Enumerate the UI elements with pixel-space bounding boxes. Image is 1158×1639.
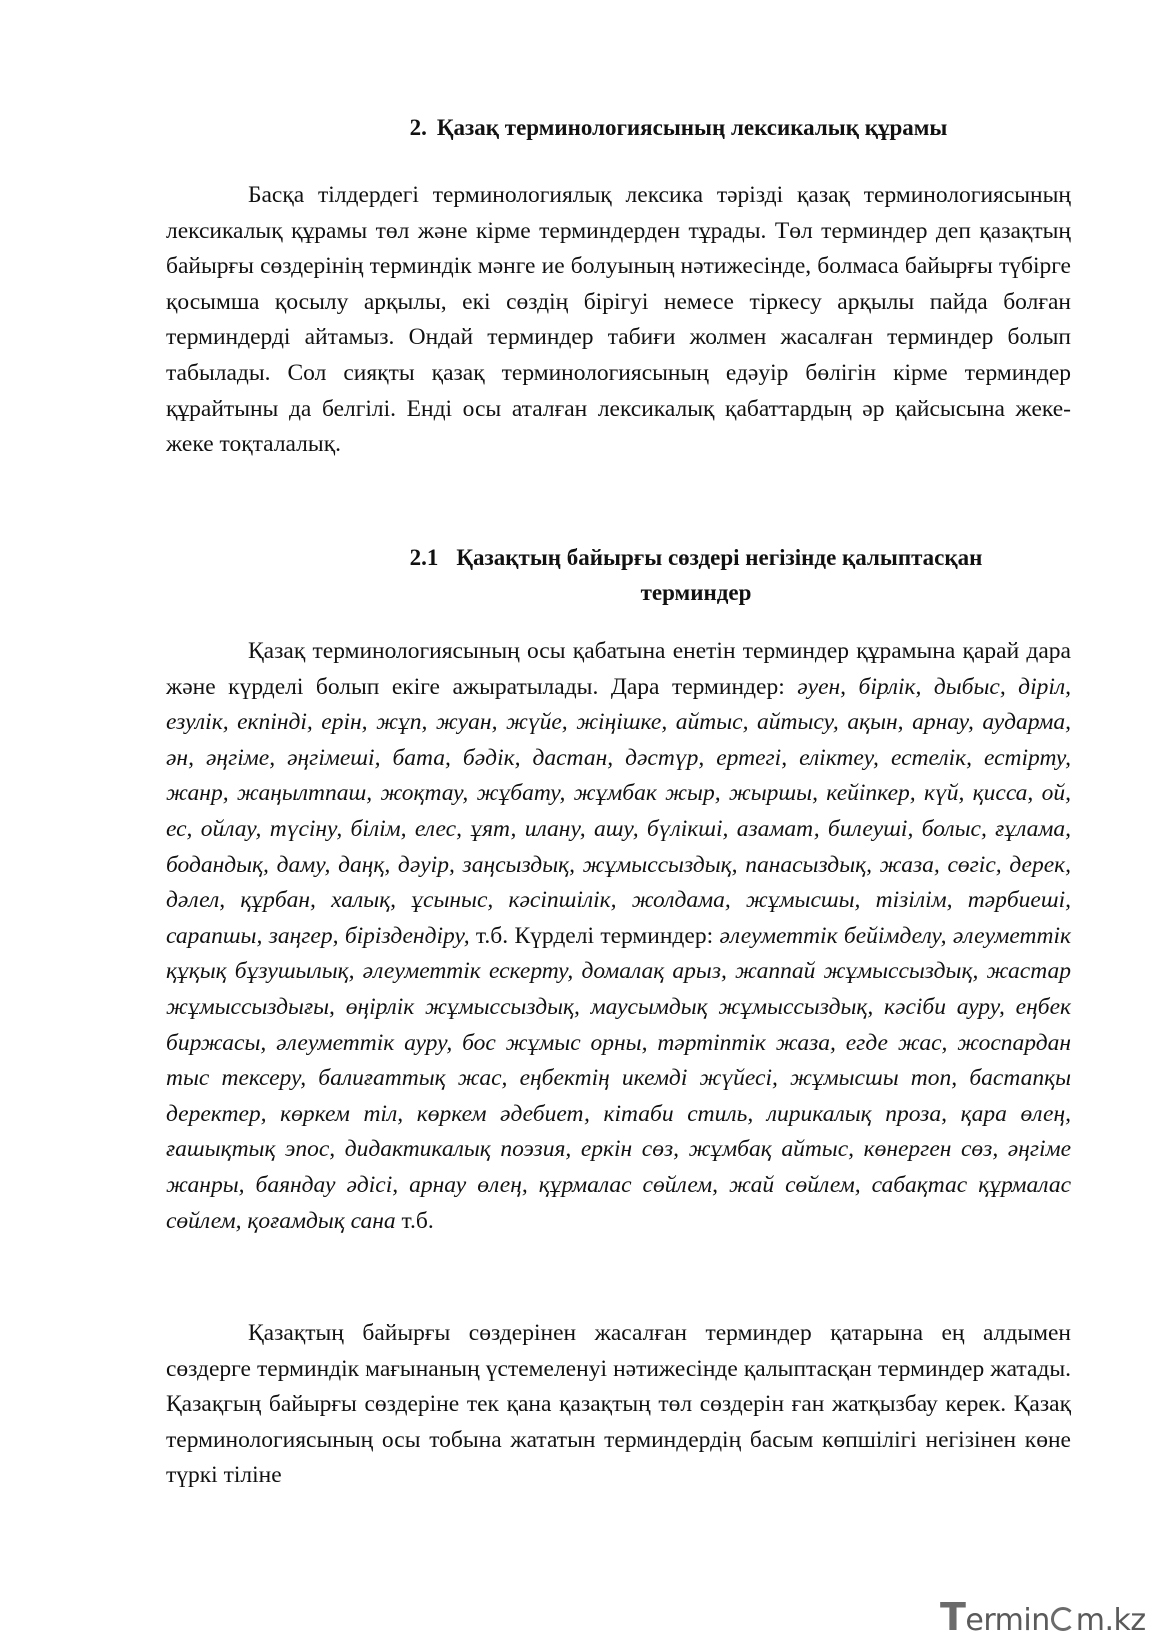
subsection-number: 2.1 bbox=[409, 545, 439, 570]
subsection-heading bbox=[326, 540, 1066, 610]
section-number: 2. bbox=[409, 115, 427, 140]
subsection-title-line1: Қазақтың байырғы сөздері негізінде қалыптасқан bbox=[456, 545, 983, 570]
section-title: Қазақ терминологиясының лексикалық құрамы bbox=[436, 115, 948, 140]
logo-ring-icon bbox=[1051, 1607, 1075, 1631]
paragraph-text: Қазақтың байырғы сөздерінен жасалған терминдер қатарына ең алдымен сөздерге терминдік мағынаның үстемеленуі нәтижесінде қалыптасқан терминдер жатады. Қазақгың байырғы сөздеріне тек қана қазақтың төл сөздерін ған жатқызбау керек. Қазақ терминологиясының осы тобына жататын терминдердің басым көпшілігі негізінен көне түркі тіліне bbox=[166, 1320, 1071, 1489]
section-heading bbox=[166, 112, 1071, 144]
etc-text: т.б. Күрделі терминдер: bbox=[475, 922, 714, 949]
logo-text-part1: ermin bbox=[965, 1603, 1050, 1638]
paragraph bbox=[166, 1316, 1071, 1494]
compound-terms-list: әлеуметтік бейімделу, әлеуметтік құқық бұзушылық, әлеуметтік ескерту, домалақ арыз, жаппай жұмыссыздық, жастар жұмыссыздығы, өңірлік жұмыссыздық, маусымдық жұмыссыздық, кәсіби ауру, еңбек биржасы, әлеуметтік ауру, бос жұмыс орны, тәртіптік жаза, егде жас, жоспардан тыс тексеру, балиғаттық жас, еңбектің икемді жүйесі, жұмысшы топ, бастапқы деректер, көркем тіл, көркем әдебиет, кітаби стиль, лирикалық проза, қара өлең, ғашықтық эпос, дидактикалық поэзия, еркін сөз, жұмбақ айтыс, көнерген сөз, әңгіме жанры, баяндау әдісі, арнау өлең, құрмалас сөйлем, жай сөйлем, сабақтас құрмалас сөйлем, қоғамдық сана bbox=[166, 922, 1071, 1234]
subsection-title-line2: терминдер bbox=[640, 580, 752, 605]
simple-terms-list: әуен, бірлік, дыбыс, діріл, езулік, екпінді, ерін, жұп, жуан, жүйе, жіңішке, айтыс, айтысу, ақын, арнау, аударма, ән, әңгіме, әңгімеші, бата, бәдік, дастан, дәстүр, ертегі, еліктеу, естелік, естірту, жанр, жаңылтпаш, жоқтау, жұбату, жұмбак жыр, жыршы, кейіпкер, күй, қисса, ой, ес, ойлау, түсіну, білім, елес, ұят, илану, ашу, бүлікші, азамат, билеуші, болыс, ғұлама, бодандық, даму, даңқ, дәуір, заңсыздық, жұмыссыздық, панасыздық, жаза, сөгіс, дерек, дәлел, құрбан, халық, ұсыныс, кәсіпшілік, жолдама, жұмысшы, тізілім, тәрбиеші, сарапшы, заңгер, біріздендіру, bbox=[166, 673, 1071, 949]
paragraph bbox=[166, 178, 1071, 463]
logo-letter: T bbox=[940, 1595, 966, 1639]
termincom-logo bbox=[940, 1595, 1146, 1639]
paragraph bbox=[166, 634, 1071, 1239]
paragraph-intro: Қазақ терминологиясының осы қабатына енетін терминдер құрамына қарай дара және күрделі болып екіге ажыратылады. Дара терминдер: bbox=[166, 638, 1071, 700]
etc-text: т.б. bbox=[401, 1207, 434, 1234]
paragraph-text: Басқа тілдердегі терминологиялық лексика тәрізді қазақ терминологиясының лексикалық құрамы төл және кірме терминдерден тұрады. Төл терминдер деп қазақтың байырғы сөздерінің терминдік мәнге ие болуының нәтижесінде, болмаса байырғы түбірге қосымша қосылу арқылы, екі сөздің бірігуі немесе тіркесу арқылы пайда болған терминдерді айтамыз. Ондай терминдер табиғи жолмен жасалған терминдер болып табылады. Сол сияқты қазақ терминологиясының едәуір бөлігін кірме терминдер құрайтыны да белгілі. Енді осы аталған лексикалық қабаттардың әр қайсысына жеке-жеке тоқталалық. bbox=[166, 182, 1071, 458]
logo-text-part2: m.kz bbox=[1075, 1603, 1146, 1638]
